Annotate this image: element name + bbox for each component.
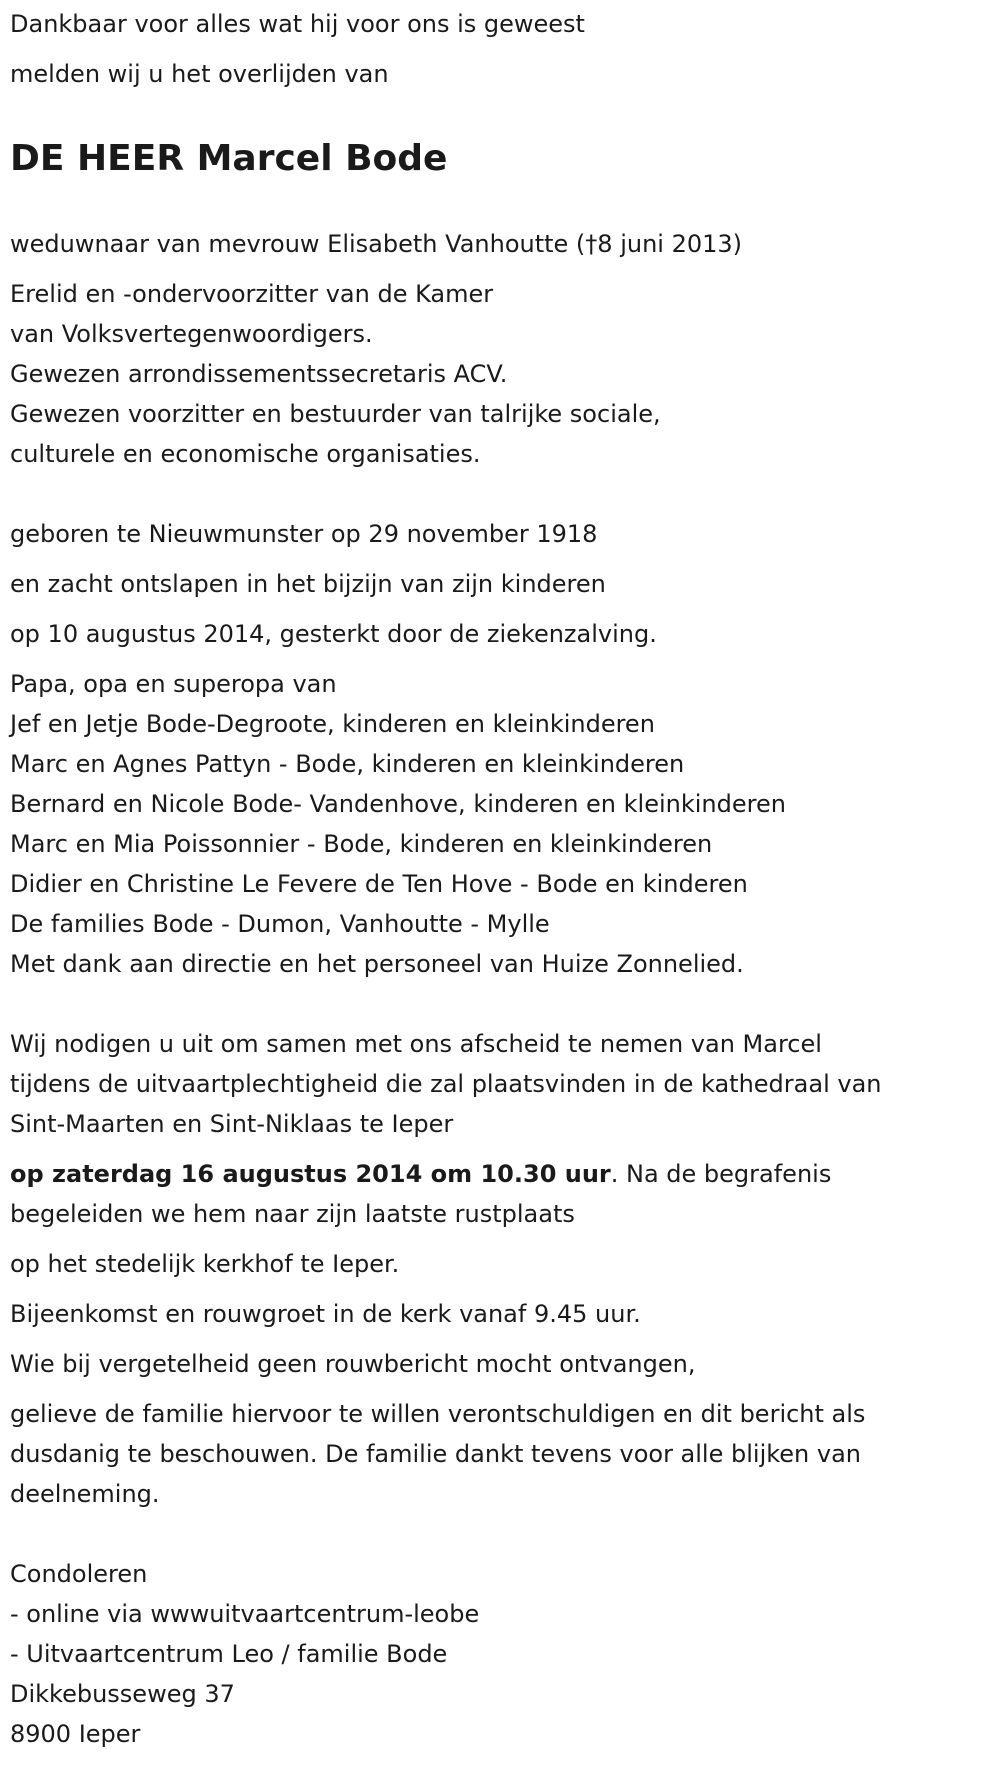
condolences-heading: Condoleren <box>10 1560 148 1588</box>
apology-line-1: Wie bij vergetelheid geen rouwbericht mocht ontvangen, <box>10 1350 696 1378</box>
widower-line: weduwnaar van mevrouw Elisabeth Vanhoutte (†8 juni 2013) <box>10 230 743 258</box>
service-block <box>10 1154 1000 1234</box>
invite-line: Sint-Maarten en Sint-Niklaas te Ieper <box>10 1110 454 1138</box>
family-line: De families Bode - Dumon, Vanhoutte - Mylle <box>10 910 550 938</box>
service-rest: . Na de begrafenis <box>610 1160 832 1188</box>
title-line: van Volksvertegenwoordigers. <box>10 320 373 348</box>
service-line-1 <box>10 1154 1000 1194</box>
invite-line: Wij nodigen u uit om samen met ons afscheid te nemen van Marcel <box>10 1030 822 1058</box>
service-line-2: begeleiden we hem naar zijn laatste rustplaats <box>10 1200 575 1228</box>
death-line-2: op 10 augustus 2014, gesterkt door de ziekenzalving. <box>10 620 657 648</box>
condolences-block <box>10 1554 1000 1754</box>
gathering-line: Bijeenkomst en rouwgroet in de kerk vanaf 9.45 uur. <box>10 1300 641 1328</box>
apology-line: dusdanig te beschouwen. De familie dankt tevens voor alle blijken van <box>10 1440 862 1468</box>
apology-line: gelieve de familie hiervoor te willen verontschuldigen en dit bericht als <box>10 1400 866 1428</box>
death-line-1: en zacht ontslapen in het bijzijn van zijn kinderen <box>10 570 606 598</box>
apology-block <box>10 1394 1000 1514</box>
birth-line: geboren te Nieuwmunster op 29 november 1918 <box>10 520 598 548</box>
condolences-line: Dikkebusseweg 37 <box>10 1680 235 1708</box>
family-line: Marc en Mia Poissonnier - Bode, kinderen en kleinkinderen <box>10 830 713 858</box>
family-line: Bernard en Nicole Bode- Vandenhove, kinderen en kleinkinderen <box>10 790 786 818</box>
title-line: Gewezen arrondissementssecretaris ACV. <box>10 360 508 388</box>
family-line: Didier en Christine Le Fevere de Ten Hove - Bode en kinderen <box>10 870 748 898</box>
invitation-block <box>10 1024 1000 1144</box>
family-line: Marc en Agnes Pattyn - Bode, kinderen en kleinkinderen <box>10 750 685 778</box>
family-line: Met dank aan directie en het personeel van Huize Zonnelied. <box>10 950 744 978</box>
family-line: Jef en Jetje Bode-Degroote, kinderen en kleinkinderen <box>10 710 655 738</box>
title-line: culturele en economische organisaties. <box>10 440 481 468</box>
title-line: Erelid en -ondervoorzitter van de Kamer <box>10 280 494 308</box>
condolences-line: - online via wwwuitvaartcentrum-leobe <box>10 1600 480 1628</box>
condolences-line: 8900 Ieper <box>10 1720 141 1748</box>
deceased-name: DE HEER Marcel Bode <box>10 138 448 179</box>
family-block <box>10 664 1000 984</box>
condolences-line: - Uitvaartcentrum Leo / familie Bode <box>10 1640 448 1668</box>
apology-line: deelneming. <box>10 1480 160 1508</box>
obituary-document <box>0 4 1000 1754</box>
family-line: Papa, opa en superopa van <box>10 670 337 698</box>
burial-line: op het stedelijk kerkhof te Ieper. <box>10 1250 400 1278</box>
titles-block <box>10 274 1000 474</box>
service-date: op zaterdag 16 augustus 2014 om 10.30 uur <box>10 1160 611 1188</box>
intro-line-1: Dankbaar voor alles wat hij voor ons is geweest <box>10 10 585 38</box>
invite-line: tijdens de uitvaartplechtigheid die zal plaatsvinden in de kathedraal van <box>10 1070 882 1098</box>
intro-line-2: melden wij u het overlijden van <box>10 60 389 88</box>
title-line: Gewezen voorzitter en bestuurder van talrijke sociale, <box>10 400 661 428</box>
